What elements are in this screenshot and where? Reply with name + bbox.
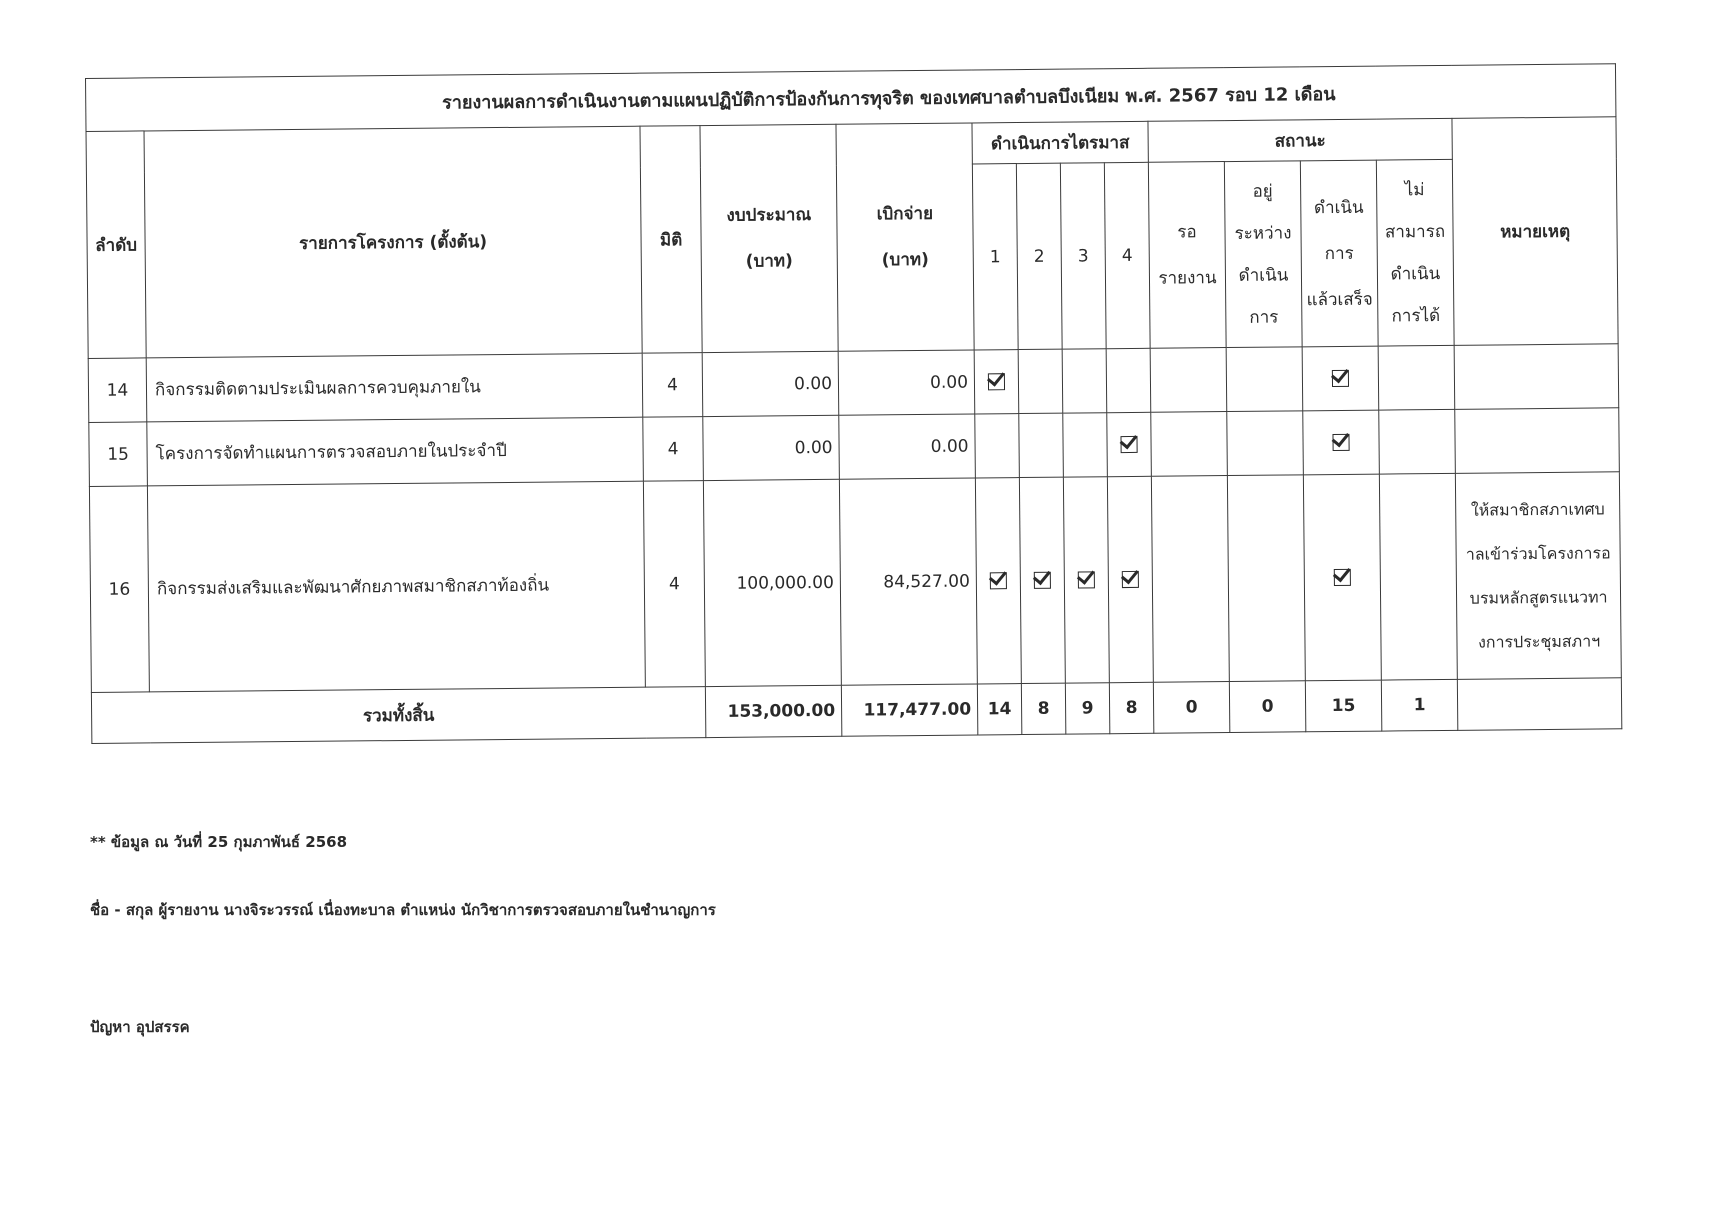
header-budget — [700, 124, 838, 352]
row-status-wait — [1151, 412, 1228, 477]
row-project: กิจกรรมส่งเสริมและพัฒนาศักยภาพสมาชิกสภาท้องถิ่น — [147, 481, 645, 692]
checkbox-checked-icon — [1120, 436, 1137, 453]
row-status-done — [1303, 410, 1380, 475]
header-quarter-group: ดำเนินการไตรมาส — [972, 121, 1148, 164]
header-status-group: สถานะ — [1148, 118, 1452, 162]
remark-line: บรมหลักสูตรแนวทา — [1469, 586, 1608, 608]
header-spent-label: เบิกจ่าย — [876, 203, 934, 225]
header-q1: 1 — [972, 164, 1018, 350]
row-remark — [1455, 408, 1620, 474]
total-q4: 8 — [1109, 682, 1153, 733]
row-spent: 84,527.00 — [839, 478, 977, 685]
checkbox-checked-icon — [1334, 569, 1351, 586]
row-budget: 100,000.00 — [703, 479, 841, 686]
checkbox-checked-icon — [1034, 572, 1051, 589]
header-status-done — [1300, 160, 1378, 347]
checkbox-checked-icon — [1122, 571, 1139, 588]
row-project: กิจกรรมติดตามประเมินผลการควบคุมภายใน — [146, 353, 643, 422]
row-status-cannot — [1379, 409, 1456, 474]
checkbox-checked-icon — [1332, 434, 1349, 451]
header-status-done-l1: ดำเนิน — [1313, 197, 1364, 218]
row-budget: 0.00 — [703, 415, 840, 480]
header-dimension: มิติ — [640, 126, 702, 354]
header-remark: หมายเหตุ — [1452, 117, 1618, 346]
report-table — [85, 63, 1623, 744]
row-q1 — [974, 350, 1019, 414]
reporter-line: ชื่อ - สกุล ผู้รายงาน นางจิระวรรณ์ เนื่องทะบาล ตำแหน่ง นักวิชาการตรวจสอบภายในชำนาญการ — [90, 901, 716, 919]
row-budget: 0.00 — [702, 351, 839, 416]
row-status-progress — [1227, 475, 1305, 682]
row-dimension: 4 — [643, 481, 705, 688]
total-status-progress: 0 — [1229, 681, 1305, 733]
total-remark — [1457, 678, 1622, 731]
row-q3 — [1063, 477, 1109, 683]
table-row — [89, 472, 1621, 693]
header-status-wait-l1: รอ — [1177, 221, 1197, 243]
row-q4 — [1106, 348, 1151, 412]
row-q2 — [1018, 349, 1063, 413]
row-status-wait — [1150, 348, 1227, 413]
row-q3 — [1062, 349, 1107, 413]
report-title: รายงานผลการดำเนินงานตามแผนปฏิบัติการป้องกันการทุจริต ของเทศบาลตำบลบึงเนียม พ.ศ. 2567 รอบ 12 เดือน — [86, 64, 1617, 132]
row-order: 14 — [88, 358, 147, 423]
checkbox-checked-icon — [1078, 571, 1095, 588]
header-status-cannot-l4: การได้ — [1391, 305, 1441, 326]
checkbox-checked-icon — [988, 373, 1005, 390]
total-spent: 117,477.00 — [841, 684, 977, 736]
row-status-progress — [1226, 347, 1303, 412]
checkbox-checked-icon — [990, 572, 1007, 589]
header-status-wait-l2: รายงาน — [1158, 267, 1217, 289]
row-q2 — [1019, 477, 1065, 683]
row-status-done — [1303, 474, 1381, 681]
header-q3: 3 — [1060, 163, 1106, 349]
row-order: 16 — [89, 486, 149, 693]
total-q3: 9 — [1065, 683, 1109, 734]
row-project: โครงการจัดทำแผนการตรวจสอบภายในประจำปี — [147, 417, 644, 486]
row-status-cannot — [1379, 473, 1457, 680]
header-status-progress-l1: อยู่ — [1252, 181, 1273, 202]
row-status-cannot — [1378, 345, 1455, 410]
header-status-cannot-l3: ดำเนิน — [1390, 263, 1441, 284]
header-status-progress-l3: ดำเนิน — [1238, 264, 1289, 286]
header-status-wait — [1148, 162, 1226, 349]
row-dimension: 4 — [643, 417, 704, 482]
total-q1: 14 — [977, 684, 1021, 735]
remark-line: งการประชุมสภาฯ — [1477, 630, 1601, 652]
total-status-cannot: 1 — [1381, 679, 1457, 731]
header-status-cannot-l2: สามารถ — [1384, 221, 1446, 243]
row-status-wait — [1151, 476, 1229, 683]
header-spent-unit: (บาท) — [881, 249, 929, 271]
row-status-progress — [1227, 411, 1304, 476]
header-status-cannot-l1: ไม่ — [1404, 179, 1425, 200]
row-dimension: 4 — [642, 353, 703, 418]
row-q3 — [1063, 413, 1108, 477]
total-status-wait: 0 — [1153, 682, 1229, 734]
header-budget-unit: (บาท) — [745, 251, 793, 272]
problems-heading: ปัญหา อุปสรรค — [90, 1018, 190, 1036]
remark-line: ให้สมาชิกสภาเทศบ — [1470, 498, 1605, 520]
row-q1 — [975, 414, 1020, 478]
row-spent: 0.00 — [838, 350, 975, 415]
header-status-progress-l4: การ — [1249, 307, 1279, 328]
header-status-done-l3: แล้วเสร็จ — [1306, 289, 1373, 310]
row-spent: 0.00 — [839, 414, 976, 479]
header-status-progress — [1224, 161, 1302, 348]
header-q2: 2 — [1016, 163, 1062, 349]
total-status-done: 15 — [1305, 680, 1381, 732]
checkbox-checked-icon — [1332, 370, 1349, 387]
header-status-done-l2: การ — [1324, 243, 1354, 264]
row-q4 — [1107, 476, 1153, 682]
data-date-note: ** ข้อมูล ณ วันที่ 25 กุมภาพันธ์ 2568 — [90, 833, 348, 851]
total-q2: 8 — [1021, 683, 1065, 734]
row-remark — [1455, 472, 1621, 680]
header-order: ลำดับ — [86, 131, 146, 359]
header-q4: 4 — [1104, 162, 1150, 348]
row-order: 15 — [89, 422, 148, 487]
row-q4 — [1107, 412, 1152, 476]
total-budget: 153,000.00 — [705, 685, 841, 737]
row-status-done — [1302, 346, 1379, 411]
header-status-cannot — [1376, 159, 1454, 346]
remark-line: าลเข้าร่วมโครงการอ — [1465, 542, 1611, 564]
header-project: รายการโครงการ (ตั้งต้น) — [144, 126, 642, 358]
header-spent — [836, 123, 974, 351]
header-budget-label: งบประมาณ — [726, 205, 812, 226]
header-status-progress-l2: ระหว่าง — [1234, 222, 1292, 244]
row-q1 — [975, 478, 1021, 684]
row-remark — [1454, 344, 1619, 410]
total-label: รวมทั้งสิ้น — [91, 687, 705, 744]
row-q2 — [1019, 413, 1064, 477]
